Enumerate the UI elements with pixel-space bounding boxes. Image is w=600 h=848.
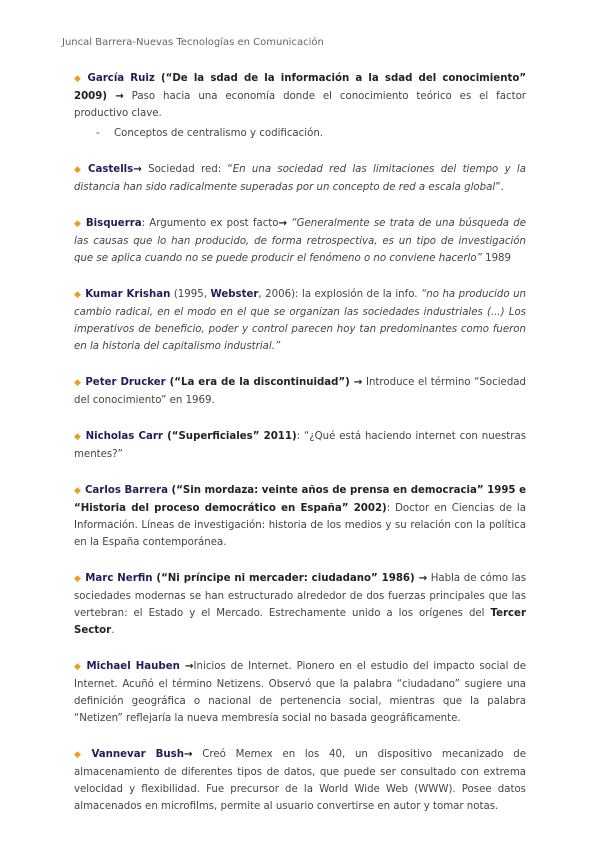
author-name: Kumar Krishan	[85, 289, 171, 300]
entry-peter-drucker	[74, 374, 526, 409]
entry-tail: 1989	[481, 253, 512, 264]
entry-bisquerra	[74, 215, 526, 267]
entry-list	[74, 70, 526, 834]
author-name-secondary: Webster	[210, 289, 259, 300]
arrow-icon: →	[418, 573, 428, 584]
work-title: (“La era de la discontinuidad”)	[165, 377, 354, 388]
entry-text: Introduce el término “Sociedad del conocimiento” en 1969.	[74, 377, 527, 406]
highlight-term: Tercer Sector	[74, 608, 526, 636]
entry-garcia-ruiz	[74, 70, 526, 142]
sub-item-text: Conceptos de centralismo y codificación.	[114, 128, 324, 139]
entry-michael-hauben	[74, 658, 526, 727]
work-title: (“Sin mordaza: veinte años de prensa en democracia” 1995 e “Historia del proceso democrático en España” 2002)	[74, 485, 527, 514]
entry-text: Habla de cómo las sociedades modernas se han estructurado alrededor de dos fuerzas principales que las vertebran: el Estado y el Mercado. Estrechamente unido a los orígenes del	[74, 573, 527, 619]
entry-quote: “Generalmente se trata de una búsqueda de las causas que lo han producido, de forma retrospectiva, es un tipo de investigación que se aplica cuando no se puede producir el fenómeno o no conviene hacerlo”	[74, 218, 527, 264]
entry-text: Sociedad red: “	[141, 164, 233, 175]
entry-quote: “no ha producido un cambio radical, en el modo en el que se organizan las sociedades industriales (...) Los imperativos de beneficio, poder y control parecen hoy tan predominantes como fueron en la historia del capitalismo industrial.”	[74, 289, 526, 352]
entry-tail: .	[111, 625, 115, 636]
diamond-bullet-icon: ◆	[74, 378, 82, 388]
arrow-icon: →	[278, 218, 288, 229]
entry-text: : “¿Qué está haciendo internet con nuestras mentes?”	[74, 431, 527, 460]
arrow-icon: →	[183, 749, 193, 760]
diamond-bullet-icon: ◆	[74, 432, 82, 442]
work-title: (“Superficiales” 2011)	[162, 431, 297, 442]
sub-list-item	[96, 125, 526, 142]
work-title: (“Ni príncipe ni mercader: ciudadano” 1986)	[152, 573, 419, 584]
entry-text-secondary: , 2006): la explosión de la info.	[258, 289, 421, 300]
author-name: Michael Hauben	[86, 661, 180, 672]
arrow-icon: →	[133, 164, 142, 175]
diamond-bullet-icon: ◆	[74, 290, 82, 300]
entry-nicholas-carr	[74, 428, 526, 463]
entry-text: Inicios de Internet. Pionero en el estudio del impacto social de Internet. Acuñó el término Netizens. Observó que la palabra “ciudadano” sugiere una definición geográfica o nacional de pertenencia social, mientras que la palabra “Netizen” reflejaría la nueva membresía social no basada geográficamente.	[74, 661, 527, 724]
page-header: Juncal Barrera-Nuevas Tecnologías en Comunicación	[62, 37, 324, 48]
author-name: Nicholas Carr	[85, 431, 163, 442]
author-name: Bisquerra	[85, 218, 142, 229]
diamond-bullet-icon: ◆	[74, 662, 83, 672]
entry-text: : Argumento ex post facto	[141, 218, 279, 229]
dash-marker: -	[96, 128, 100, 139]
arrow-icon: →	[115, 91, 124, 102]
entry-kumar-krishan	[74, 286, 526, 355]
diamond-bullet-icon: ◆	[74, 750, 88, 760]
arrow-icon: →	[179, 661, 194, 672]
diamond-bullet-icon: ◆	[74, 165, 84, 175]
diamond-bullet-icon: ◆	[74, 574, 82, 584]
entry-text: : Doctor en Ciencias de la Información. Líneas de investigación: historia de los medios y su relación con la política en la España contemporánea.	[74, 503, 526, 548]
entry-tail: ”.	[495, 182, 504, 193]
entry-text: (1995,	[170, 289, 211, 300]
diamond-bullet-icon: ◆	[74, 74, 84, 84]
work-title: (“De la sdad de la información a la sdad del conocimiento” 2009)	[74, 73, 527, 102]
author-name: Vannevar Bush	[91, 749, 184, 760]
entry-carlos-barrera	[74, 482, 526, 551]
author-name: Carlos Barrera	[84, 485, 168, 496]
entry-vannevar-bush	[74, 746, 526, 815]
diamond-bullet-icon: ◆	[74, 486, 81, 496]
author-name: Marc Nerfin	[85, 573, 153, 584]
entry-text: Creó Memex en los 40, un dispositivo mecanizado de almacenamiento de diferentes tipos de datos, que puede ser consultado con extrema velocidad y flexibilidad. Fue precursor de la World Wide Web (WWW). Posee datos almacenados en microfilms, permite al usuario convertirse en autor y tomar notas.	[74, 749, 526, 812]
entry-castells	[74, 161, 526, 196]
entry-text: Paso hacia una economía donde el conocimiento teórico es el factor productivo clave.	[74, 91, 526, 119]
arrow-icon: →	[353, 377, 363, 388]
author-name: Peter Drucker	[85, 377, 166, 388]
diamond-bullet-icon: ◆	[74, 219, 82, 229]
author-name: Castells	[88, 164, 134, 175]
entry-marc-nerfin	[74, 570, 526, 639]
author-name: García Ruiz	[87, 73, 155, 84]
entry-quote: En una sociedad red las limitaciones del tiempo y la distancia han sido radicalmente superadas por un concepto de red a escala global	[74, 164, 527, 193]
